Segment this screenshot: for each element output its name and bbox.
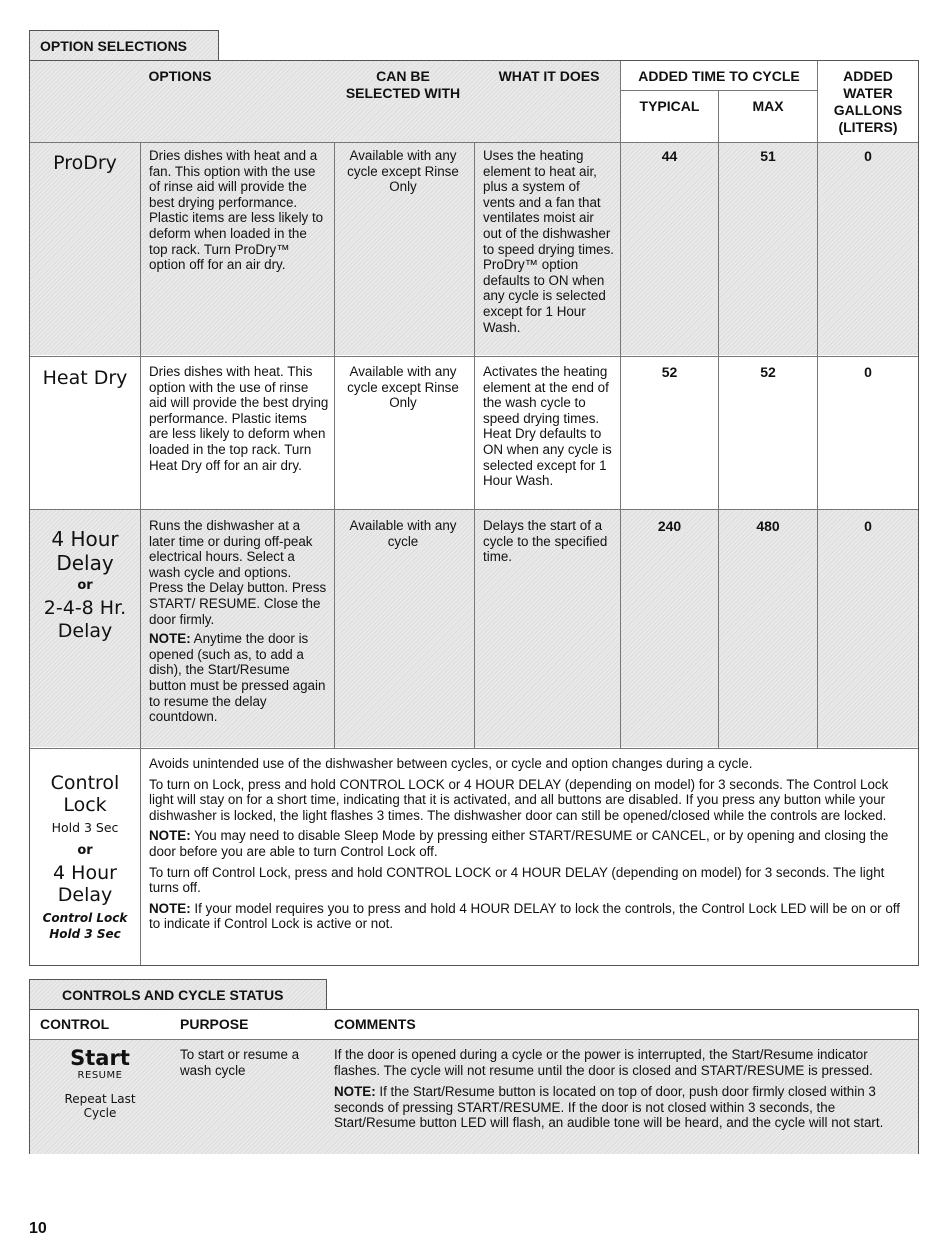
prodry-max: 51 <box>760 148 776 164</box>
control-lock-note2-label: NOTE: <box>149 900 191 916</box>
prodry-typical: 44 <box>661 148 678 164</box>
prodry-selected-with: Available with any cycle except Rinse Only <box>347 148 459 195</box>
option-name-prodry: ProDry <box>53 152 117 174</box>
resume-label: RESUME <box>77 1070 123 1081</box>
control-lock-alt-sub1: Control Lock <box>42 911 128 925</box>
control-lock-p2: To turn on Lock, press and hold CONTROL LOCK or 4 HOUR DELAY (depending on model) for 3 seconds. The Control Lock light will stay on for a short time, indicating that it is activated, and all buttons are disabled. If you press any button while your dishwasher is locked, the light flashes 3 times. The dishwasher door can still be opened/closed while the controls are locked. <box>149 776 889 823</box>
prodry-description: Dries dishes with heat and a fan. This option with the use of rinse aid will provide the best drying performance. Plastic items are less likely to deform when loaded in the top rack. Turn ProDry™ option off for an air dry. <box>149 148 324 273</box>
control-lock-text <box>149 756 909 932</box>
control-lock-line1: Control <box>50 772 120 794</box>
control-lock-line2: Lock <box>63 794 107 816</box>
delay-typical: 240 <box>657 518 682 534</box>
control-lock-alt-line2: Delay <box>57 884 113 906</box>
control-lock-alt-sub2: Hold 3 Sec <box>49 927 121 941</box>
header-typical: TYPICAL <box>639 98 700 114</box>
repeat-last-line2: Cycle <box>83 1106 117 1120</box>
delay-name-or: or <box>77 578 93 593</box>
control-lock-alt-line1: 4 Hour <box>53 862 117 884</box>
controls-status-title: CONTROLS AND CYCLE STATUS <box>62 986 284 1003</box>
delay-name-line2: Delay <box>56 551 114 575</box>
heat-dry-what-it-does: Activates the heating element at the end of the wash cycle to speed drying times. Heat Dry defaults to ON when any cycle is selected except for 1 Hour Wash. <box>483 364 612 489</box>
delay-description <box>149 518 329 725</box>
header-added-water: ADDED WATER GALLONS (LITERS) <box>833 68 903 135</box>
start-note-text: If the Start/Resume button is located on top of door, push door firmly closed within 3 seconds of pressing START/RESUME. If the door is not closed within 3 seconds, the Start/Resume button LED will flash, an audible tone will be heard, and the cycle will not start. <box>334 1084 884 1131</box>
header-comments: COMMENTS <box>334 1016 416 1032</box>
control-lock-note1: You may need to disable Sleep Mode by pressing either START/RESUME or CANCEL, or by opening and closing the door before you are able to turn Control Lock off. <box>149 828 889 859</box>
header-added-time: ADDED TIME TO CYCLE <box>638 68 800 84</box>
header-can-be-selected: CAN BE SELECTED WITH <box>345 68 461 101</box>
delay-note-text: Anytime the door is opened (such as, to add a dish), the Start/Resume button must be pressed again to resume the delay countdown. <box>149 631 326 725</box>
option-name-control-lock <box>30 772 140 942</box>
header-options: OPTIONS <box>148 68 212 84</box>
control-lock-p3: To turn off Control Lock, press and hold CONTROL LOCK or 4 HOUR DELAY (depending on model) for 3 seconds. The light turns off. <box>149 864 885 896</box>
prodry-water: 0 <box>864 148 872 164</box>
heat-dry-typical: 52 <box>661 364 678 380</box>
control-lock-or: or <box>77 843 93 858</box>
header-what-it-does: WHAT IT DOES <box>498 68 600 84</box>
repeat-last-line1: Repeat Last <box>64 1092 136 1106</box>
delay-description-text: Runs the dishwasher at a later time or during off-peak electrical hours. Select a wash cycle and options. Press the Delay button. Press START/ RESUME. Close the door firmly. <box>149 518 327 627</box>
start-note-label: NOTE: <box>334 1084 376 1100</box>
option-selections-tab <box>29 30 219 60</box>
delay-name-line4: Delay <box>57 620 113 642</box>
control-lock-note1-label: NOTE: <box>149 828 191 844</box>
control-lock-hold: Hold 3 Sec <box>51 820 119 835</box>
header-control: CONTROL <box>40 1016 110 1032</box>
delay-water: 0 <box>864 518 872 534</box>
delay-selected-with: Available with any cycle <box>349 518 457 549</box>
heat-dry-max: 52 <box>760 364 776 380</box>
delay-name-line1: 4 Hour <box>51 527 119 551</box>
option-name-4-hour-delay <box>30 527 140 643</box>
header-purpose: PURPOSE <box>180 1016 249 1032</box>
heat-dry-description: Dries dishes with heat. This option with the use of rinse aid will provide the best drying performance. Plastic items are less likely to deform when loaded in the top rack. Turn Heat Dry off for an air dry. <box>149 364 329 473</box>
option-name-heat-dry: Heat Dry <box>42 367 128 389</box>
start-comment-text: If the door is opened during a cycle or the power is interrupted, the Start/Resume indicator flashes. The cycle will not resume until the door is closed and START/RESUME is pressed. <box>334 1047 873 1078</box>
prodry-what-it-does: Uses the heating element to heat air, plus a system of vents and a fan that ventilates moist air out of the dishwasher to speed drying times. ProDry™ option defaults to ON when any cycle is selected except for 1 Hour Wash. <box>483 148 614 335</box>
option-selections-title: OPTION SELECTIONS <box>40 37 188 54</box>
heat-dry-water: 0 <box>864 364 872 380</box>
delay-name-line3: 2-4-8 Hr. <box>43 597 127 619</box>
control-name-start <box>40 1046 160 1120</box>
controls-status-tab <box>29 979 327 1009</box>
page-number: 10 <box>29 1220 47 1237</box>
delay-max: 480 <box>756 518 780 534</box>
header-max: MAX <box>752 98 784 114</box>
delay-note-label: NOTE: <box>149 631 191 647</box>
delay-what-it-does: Delays the start of a cycle to the specified time. <box>483 518 608 565</box>
control-lock-note2: If your model requires you to press and hold 4 HOUR DELAY to lock the controls, the Control Lock LED will be on or off to indicate if Control Lock is active or not. <box>149 900 900 932</box>
control-lock-p1: Avoids unintended use of the dishwasher between cycles, or cycle and option changes during a cycle. <box>149 756 753 771</box>
start-label: Start <box>70 1046 130 1070</box>
start-comments <box>334 1047 910 1131</box>
heat-dry-selected-with: Available with any cycle except Rinse Only <box>347 364 459 411</box>
start-purpose: To start or resume a wash cycle <box>180 1047 300 1078</box>
